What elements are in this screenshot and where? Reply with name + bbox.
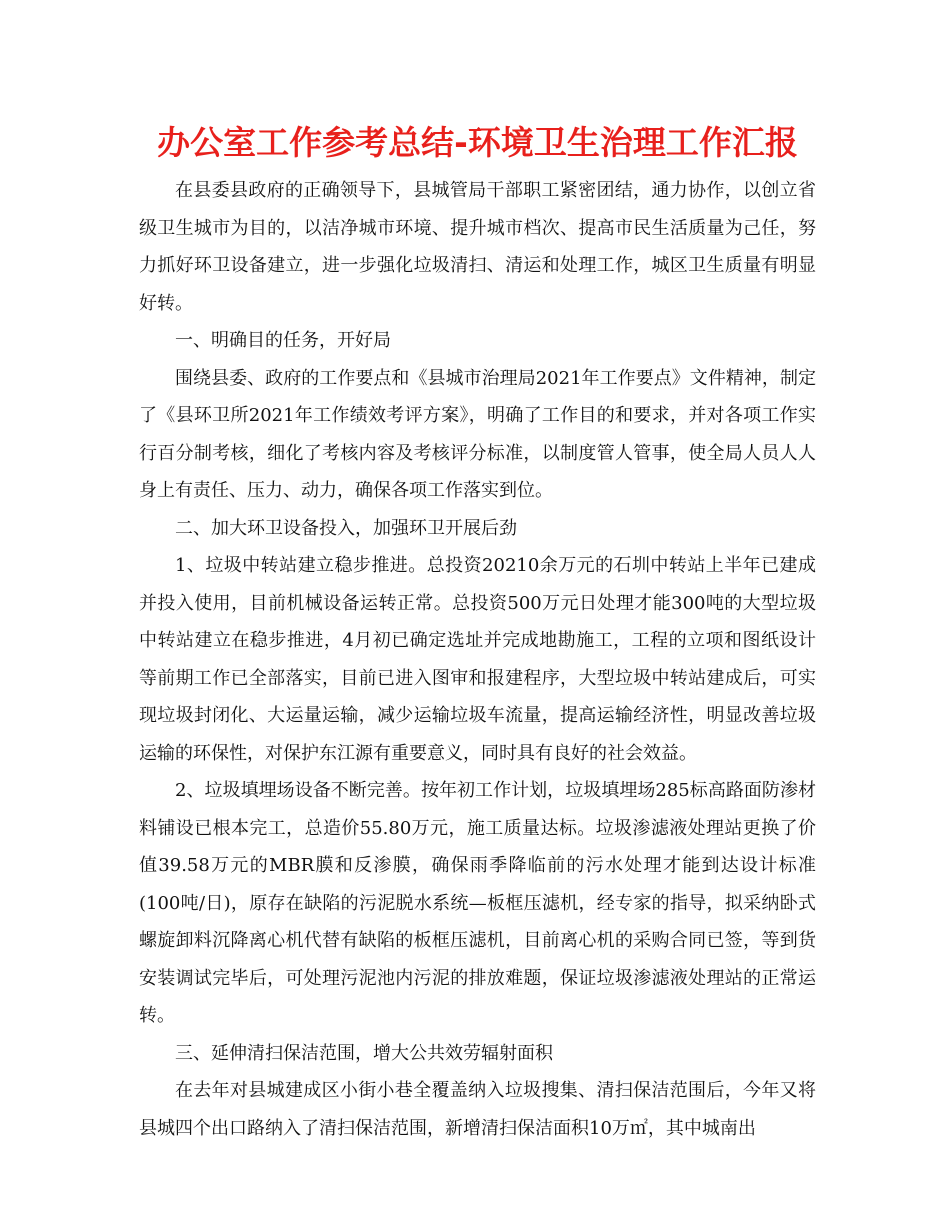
document-body (139, 172, 816, 1147)
section-2-item-1: 1、垃圾中转站建立稳步推进。总投资20210余万元的石圳中转站上半年已建成并投入使用，目前机械设备运转正常。总投资500万元日处理才能300吨的大型垃圾中转站建立在稳步推进，4月初已确定选址并完成地勘施工，工程的立项和图纸设计等前期工作已全部落实，目前已进入图审和报建程序，大型垃圾中转站建成后，可实现垃圾封闭化、大运量运输，减少运输垃圾车流量，提高运输经济性，明显改善垃圾运输的环保性，对保护东江源有重要意义，同时具有良好的社会效益。 (139, 555, 816, 764)
section-3-paragraph: 在去年对县城建成区小街小巷全覆盖纳入垃圾搜集、清扫保洁范围后，今年又将县城四个出口路纳入了清扫保洁范围，新增清扫保洁面积10万㎡，其中城南出 (139, 1080, 816, 1139)
section-heading-2: 二、加大环卫设备投入，加强环卫开展后劲 (175, 517, 517, 539)
section-heading-3: 三、延伸清扫保洁范围，增大公共效劳辐射面积 (175, 1042, 553, 1064)
document-title: 办公室工作参考总结-环境卫生治理工作汇报 (157, 123, 798, 162)
intro-paragraph: 在县委县政府的正确领导下，县城管局干部职工紧密团结，通力协作，以创立省级卫生城市为目的，以洁净城市环境、提升城市档次、提高市民生活质量为己任，努力抓好环卫设备建立，进一步强化垃圾清扫、清运和处理工作，城区卫生质量有明显好转。 (139, 180, 816, 314)
section-2-item-2: 2、垃圾填埋场设备不断完善。按年初工作计划，垃圾填埋场285标高路面防渗材料铺设已根本完工，总造价55.80万元，施工质量达标。垃圾渗滤液处理站更换了价值39.58万元的MBR膜和反渗膜，确保雨季降临前的污水处理才能到达设计标准(100吨/日)，原存在缺陷的污泥脱水系统—板框压滤机，经专家的指导，拟采纳卧式螺旋卸料沉降离心机代替有缺陷的板框压滤机，目前离心机的采购合同已签，等到货安装调试完毕后，可处理污泥池内污泥的排放难题，保证垃圾渗滤液处理站的正常运转。 (139, 780, 816, 1026)
section-1-paragraph: 围绕县委、政府的工作要点和《县城市治理局2021年工作要点》文件精神，制定了《县环卫所2021年工作绩效考评方案》，明确了工作目的和要求，并对各项工作实行百分制考核，细化了考核内容及考核评分标准，以制度管人管事，使全局人员人人身上有责任、压力、动力，确保各项工作落实到位。 (139, 367, 816, 501)
section-heading-1: 一、明确目的任务，开好局 (175, 330, 391, 351)
